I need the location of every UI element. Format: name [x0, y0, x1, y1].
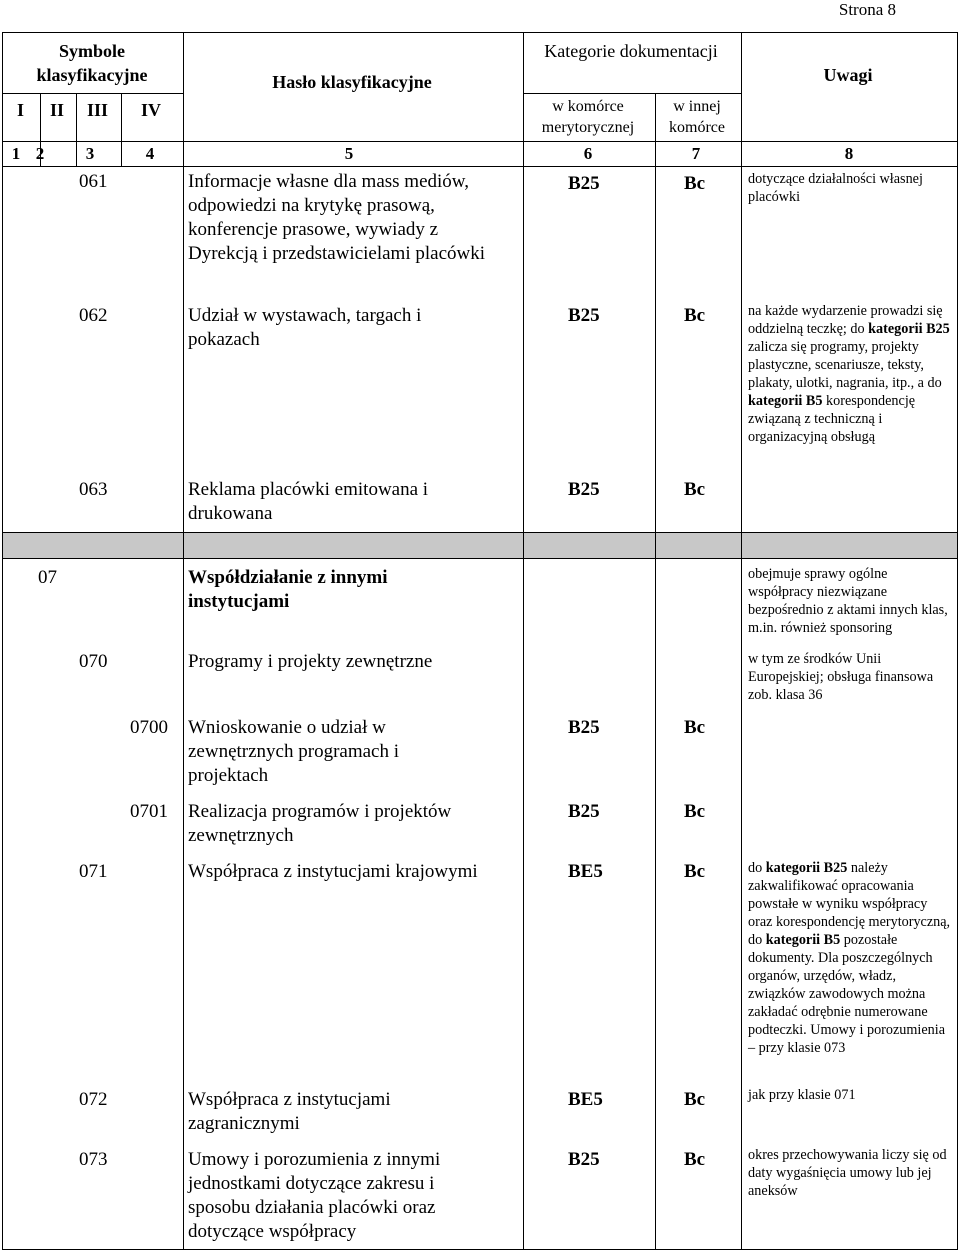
row-note: na każde wydarzenie prowadzi się oddzielną teczkę; do kategorii B25 zalicza się programy, projekty plastyczne, scenariusze, teksty, plakaty, ulotki, nagrania, itp., a do kategorii B5 korespondencję związaną z techniczną i organizacyjną obsługą	[748, 303, 950, 445]
row-category-cell: B25	[568, 801, 600, 822]
col-number: 1	[11, 144, 21, 163]
header-in-cell: w komórce merytorycznej	[541, 98, 635, 136]
row-note: w tym ze środków Unii Europejskiej; obsługa finansowa zob. klasa 36	[748, 651, 934, 703]
row-code: 061	[79, 171, 108, 192]
col-number: 8	[844, 144, 854, 163]
row-title: Wnioskowanie o udział w zewnętrznych programach i projektach	[188, 717, 400, 786]
row-code: 07	[38, 567, 57, 588]
col-number: 2	[35, 144, 45, 163]
column-divider	[655, 93, 656, 1249]
row-category-cell: B25	[568, 173, 600, 194]
row-code: 073	[79, 1149, 108, 1170]
row-category-other: Bc	[684, 801, 706, 822]
header-symbols: Symbole klasyfikacyjne	[36, 41, 148, 85]
row-code: 063	[79, 479, 108, 500]
row-code: 072	[79, 1089, 108, 1110]
column-divider	[523, 33, 524, 1249]
column-divider	[741, 33, 742, 1249]
header-level-1: I	[16, 100, 24, 120]
row-category-cell: B25	[568, 305, 600, 326]
row-code: 070	[79, 651, 108, 672]
row-category-cell: B25	[568, 479, 600, 500]
row-note: jak przy klasie 071	[748, 1087, 856, 1103]
page-number: Strona 8	[838, 0, 896, 19]
row-note: do kategorii B25 należy zakwalifikować opracowania powstałe w wyniku współpracy oraz korespondencję merytoryczną, do kategorii B5 pozostałe dokumenty. Dla poszczególnych organów, urzędów, władz, związków zawodowych można zakładać odrębnie numerowane podteczki. Umowy i porozumienia – przy klasie 073	[748, 860, 951, 1056]
column-divider	[183, 33, 184, 1249]
header-divider	[523, 93, 741, 94]
header-divider	[3, 166, 957, 167]
col-number: 4	[145, 144, 155, 163]
header-level-3: III	[86, 100, 108, 120]
row-category-other: Bc	[684, 717, 706, 738]
col-number: 5	[344, 144, 354, 163]
header-level-2: II	[49, 100, 64, 120]
row-category-other: Bc	[684, 1089, 706, 1110]
header-remarks: Uwagi	[823, 65, 873, 85]
row-category-other: Bc	[684, 479, 706, 500]
row-title: Realizacja programów i projektów zewnętrznych	[188, 801, 452, 846]
row-category-cell: B25	[568, 717, 600, 738]
row-category-cell: BE5	[568, 861, 603, 882]
col-number: 3	[85, 144, 95, 163]
row-code: 062	[79, 305, 108, 326]
row-title: Umowy i porozumienia z innymi jednostkami dotyczące zakresu i sposobu działania placówki oraz dotyczące współpracy	[188, 1149, 441, 1242]
row-category-other: Bc	[684, 173, 706, 194]
header-categories: Kategorie dokumentacji	[544, 41, 718, 61]
row-title: Informacje własne dla mass mediów, odpowiedzi na krytykę prasową, konferencje prasowe, wywiady z Dyrekcją i przedstawicielami placówki	[188, 171, 486, 264]
row-category-other: Bc	[684, 305, 706, 326]
row-category-other: Bc	[684, 1149, 706, 1170]
row-divider	[3, 558, 957, 559]
row-divider	[3, 532, 957, 533]
row-category-cell: B25	[568, 1149, 600, 1170]
row-title: Reklama placówki emitowana i drukowana	[188, 479, 429, 524]
row-category-other: Bc	[684, 861, 706, 882]
row-code: 071	[79, 861, 108, 882]
header-level-4: IV	[140, 100, 161, 120]
row-code: 0700	[130, 717, 168, 738]
row-title: Udział w wystawach, targach i pokazach	[188, 305, 422, 350]
row-title: Współpraca z instytucjami krajowymi	[188, 861, 478, 882]
row-category-cell: BE5	[568, 1089, 603, 1110]
row-title: Współpraca z instytucjami zagranicznymi	[188, 1089, 391, 1134]
row-code: 0701	[130, 801, 168, 822]
header-password: Hasło klasyfikacyjne	[272, 72, 432, 92]
row-title: Programy i projekty zewnętrzne	[188, 651, 433, 672]
row-note: obejmuje sprawy ogólne współpracy niezwiązane bezpośrednio z aktami innych klas, m.in. również sponsoring	[748, 566, 948, 636]
row-note: okres przechowywania liczy się od daty wygaśnięcia umowy lub jej aneksów	[748, 1147, 947, 1199]
section-separator	[3, 532, 957, 558]
col-number: 7	[691, 144, 701, 163]
row-note: dotyczące działalności własnej placówki	[748, 171, 923, 205]
header-divider	[3, 93, 183, 94]
row-title: Współdziałanie z innymi instytucjami	[188, 567, 388, 612]
header-in-other-cell: w innej komórce	[669, 98, 725, 136]
col-number: 6	[583, 144, 593, 163]
